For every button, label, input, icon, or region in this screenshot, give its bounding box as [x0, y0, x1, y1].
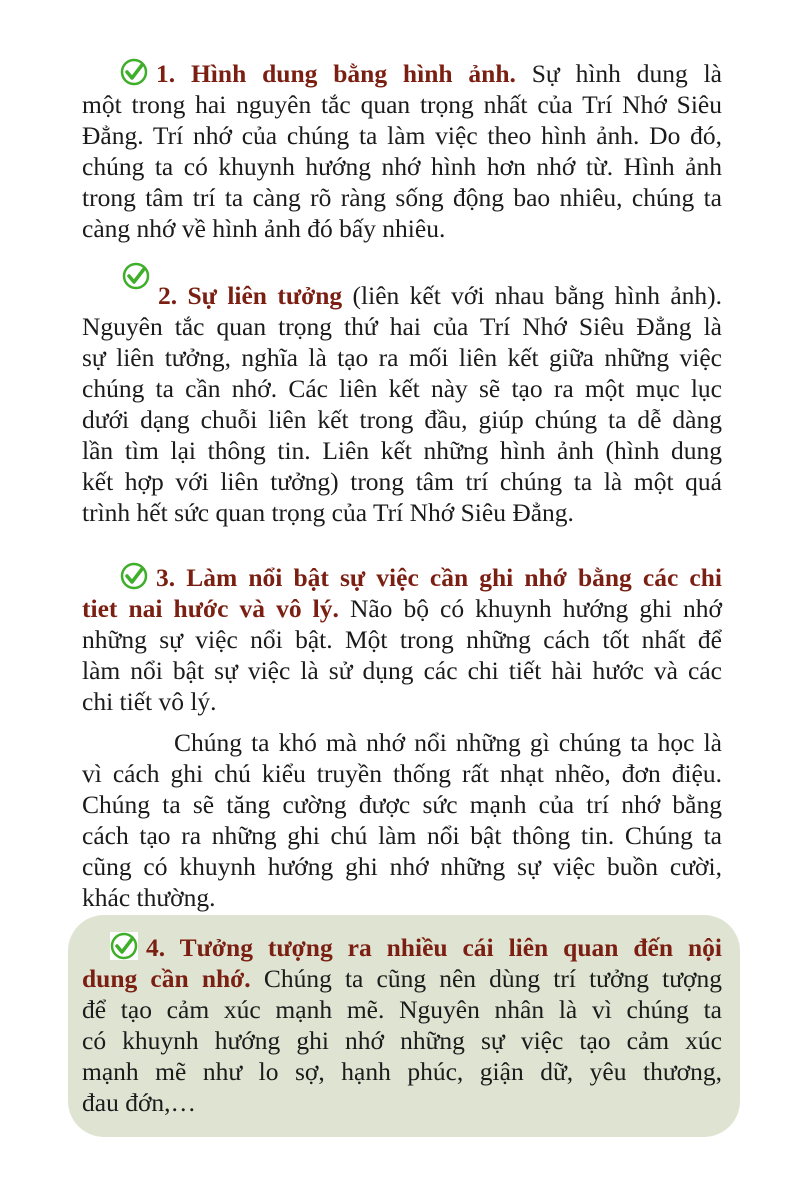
section-3-para2-line: vì cách ghi chú kiểu truyền thống rất nhạt nhẽo, đơn điệu. — [82, 759, 722, 788]
section-3-para2-line: khác thường. — [82, 883, 216, 912]
section-1 — [82, 58, 722, 244]
section-3-first-line — [82, 562, 722, 593]
section-2 — [82, 262, 722, 528]
section-4 — [82, 932, 722, 1118]
section-2-text-line: chúng ta cần nhớ. Các liên kết này sẽ tạo ra một mục lục — [82, 374, 722, 403]
section-3-text-line: Não bộ có khuynh hướng ghi nhớ — [349, 594, 722, 623]
section-2-text-line: trình hết sức quan trọng của Trí Nhớ Siêu Đẳng. — [82, 498, 574, 527]
section-3-second-line — [82, 593, 722, 624]
section-4-text-line: Chúng ta cũng nên dùng trí tưởng tượng — [263, 964, 723, 993]
section-1-text-line: Đẳng. Trí nhớ của chúng ta làm việc theo hình ảnh. Do đó, — [82, 121, 722, 150]
section-3-para2-line: cách tạo ra những ghi chú làm nổi bật thông tin. Chúng ta — [82, 821, 722, 850]
section-2-heading: 2. Sự liên tưởng — [158, 281, 343, 310]
section-4-heading: 4. Tưởng tượng ra nhiều cái liên quan đến nội — [146, 933, 722, 962]
section-3-heading-cont: tiet nai hước và vô lý. — [82, 594, 339, 623]
section-4-text-line: để tạo cảm xúc mạnh mẽ. Nguyên nhân là vì chúng ta — [82, 995, 722, 1024]
section-3-para2-line: Chúng ta khó mà nhớ nổi những gì chúng ta học là — [174, 728, 722, 757]
section-1-text-line: càng nhớ về hình ảnh đó bấy nhiêu. — [82, 214, 446, 243]
section-4-second-line — [82, 963, 722, 994]
section-2-text-line: lần tìm lại thông tin. Liên kết những hình ảnh (hình dung — [82, 436, 722, 465]
section-1-heading: 1. Hình dung bằng hình ảnh. — [156, 59, 516, 88]
section-1-text-line: một trong hai nguyên tắc quan trọng nhất của Trí Nhớ Siêu — [82, 90, 722, 119]
section-3-heading: 3. Làm nổi bật sự việc cần ghi nhớ bằng các chi — [156, 563, 722, 592]
section-3-para2-line: cũng có khuynh hướng ghi nhớ những sự việc buồn cười, — [82, 852, 722, 881]
section-3-text-line: chi tiết vô lý. — [82, 687, 217, 716]
section-3 — [82, 562, 722, 913]
section-2-text-line: kết hợp với liên tưởng) trong tâm trí chúng ta là một quá — [82, 467, 722, 496]
checkmark-icon — [122, 262, 150, 290]
section-1-first-line — [82, 58, 722, 89]
section-2-text-line: Nguyên tắc quan trọng thứ hai của Trí Nhớ Siêu Đẳng là — [82, 312, 722, 341]
section-1-text-line: trong tâm trí ta càng rõ ràng sống động bao nhiêu, chúng ta — [82, 183, 722, 212]
section-3-para2-line: Chúng ta sẽ tăng cường được sức mạnh của trí nhớ bằng — [82, 790, 722, 819]
section-3-paragraph-2 — [82, 727, 722, 913]
section-1-text-line: Sự hình dung là — [531, 59, 722, 88]
section-4-text-line: có khuynh hướng ghi nhớ những sự việc tạo cảm xúc — [82, 1026, 722, 1055]
section-2-first-line — [82, 262, 722, 311]
section-4-first-line — [82, 932, 722, 963]
section-4-heading-cont: dung cần nhớ. — [82, 964, 251, 993]
section-1-text-line: chúng ta có khuynh hướng nhớ hình hơn nhớ từ. Hình ảnh — [82, 152, 722, 181]
checkmark-icon — [120, 562, 148, 590]
section-2-text-line: dưới dạng chuỗi liên kết trong đầu, giúp chúng ta dễ dàng — [82, 405, 722, 434]
section-4-text-line: mạnh mẽ như lo sợ, hạnh phúc, giận dữ, yêu thương, — [82, 1057, 722, 1086]
checkmark-icon — [120, 58, 148, 86]
section-3-text-line: làm nổi bật sự việc là sử dụng các chi tiết hài hước và các — [82, 656, 722, 685]
checkmark-icon — [110, 932, 138, 960]
section-4-text-line: đau đớn,… — [82, 1088, 197, 1117]
section-3-text-line: những sự việc nổi bật. Một trong những cách tốt nhất để — [82, 625, 722, 654]
section-2-text-line: sự liên tưởng, nghĩa là tạo ra mối liên kết giữa những việc — [82, 343, 722, 372]
section-2-text-line: (liên kết với nhau bằng hình ảnh). — [352, 281, 723, 310]
